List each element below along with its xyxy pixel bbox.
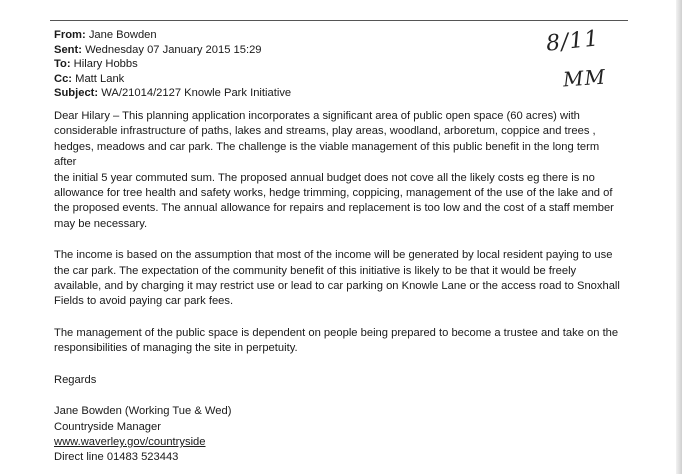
email-header xyxy=(54,28,291,101)
paragraph-management xyxy=(54,326,624,357)
handwritten-initials: MM xyxy=(562,64,607,92)
body-line: allowance for tree health and safety works, hedge trimming, coppicing, management of the use of the lake and of xyxy=(54,187,613,200)
sent-label: Sent: xyxy=(54,43,82,56)
body-line: Dear Hilary – This planning application incorporates a significant area of public open space (60 acres) with xyxy=(54,110,580,122)
subject-value: WA/21014/2127 Knowle Park Initiative xyxy=(101,87,292,100)
signature-block xyxy=(54,404,624,466)
website-link[interactable]: www.waverley.gov/countryside xyxy=(54,435,206,448)
header-divider xyxy=(50,20,628,21)
signature-phone: Direct line 01483 523443 xyxy=(54,451,179,464)
cc-label: Cc: xyxy=(54,72,73,85)
to-label: To: xyxy=(54,58,71,71)
email-body xyxy=(54,109,624,466)
subject-label: Subject: xyxy=(54,87,99,100)
scan-edge xyxy=(676,0,682,474)
cc-value: Matt Lank xyxy=(75,72,125,85)
body-line: considerable infrastructure of paths, lakes and streams, play areas, woodland, arboretum, coppice and trees , xyxy=(54,125,596,138)
body-line: The income is based on the assumption that most of the income will be generated by local resident paying to use xyxy=(54,249,613,262)
to-line xyxy=(54,57,291,72)
body-line: may be necessary. xyxy=(54,217,148,230)
signature-title: Countryside Manager xyxy=(54,420,161,433)
sent-value: Wednesday 07 January 2015 15:29 xyxy=(85,43,262,56)
body-line: Fields to avoid paying car park fees. xyxy=(54,295,234,308)
body-line: the car park. The expectation of the community benefit of this initiative is likely to be that it would be freely xyxy=(54,264,577,277)
body-line: responsibilities of managing the site in perpetuity. xyxy=(54,342,298,355)
body-line: The management of the public space is dependent on people being prepared to become a trustee and take on the xyxy=(54,326,619,339)
from-label: From: xyxy=(54,29,86,41)
paragraph-budget xyxy=(54,109,624,232)
paragraph-income xyxy=(54,248,624,310)
body-line: the initial 5 year commuted sum. The proposed annual budget does not cove all the likely costs eg there is no xyxy=(54,171,595,184)
from-value: Jane Bowden xyxy=(88,29,157,41)
handwritten-date: 8/11 xyxy=(544,26,601,57)
signature-name: Jane Bowden (Working Tue & Wed) xyxy=(54,405,232,418)
body-line: hedges, meadows and car park. The challenge is the viable management of this public benefit in the long term after xyxy=(54,140,600,169)
regards-text: Regards xyxy=(54,373,97,386)
body-line: the proposed events. The annual allowance for repairs and replacement is too low and the cost of a staff member xyxy=(54,202,614,215)
body-line: available, and by charging it may restrict use or lead to car parking on Knowle Lane or the access road to Snoxhall xyxy=(54,280,620,293)
to-value: Hilary Hobbs xyxy=(73,58,138,71)
sent-line xyxy=(54,43,291,58)
from-line xyxy=(54,28,291,43)
cc-line xyxy=(54,72,291,87)
subject-line xyxy=(54,86,291,101)
